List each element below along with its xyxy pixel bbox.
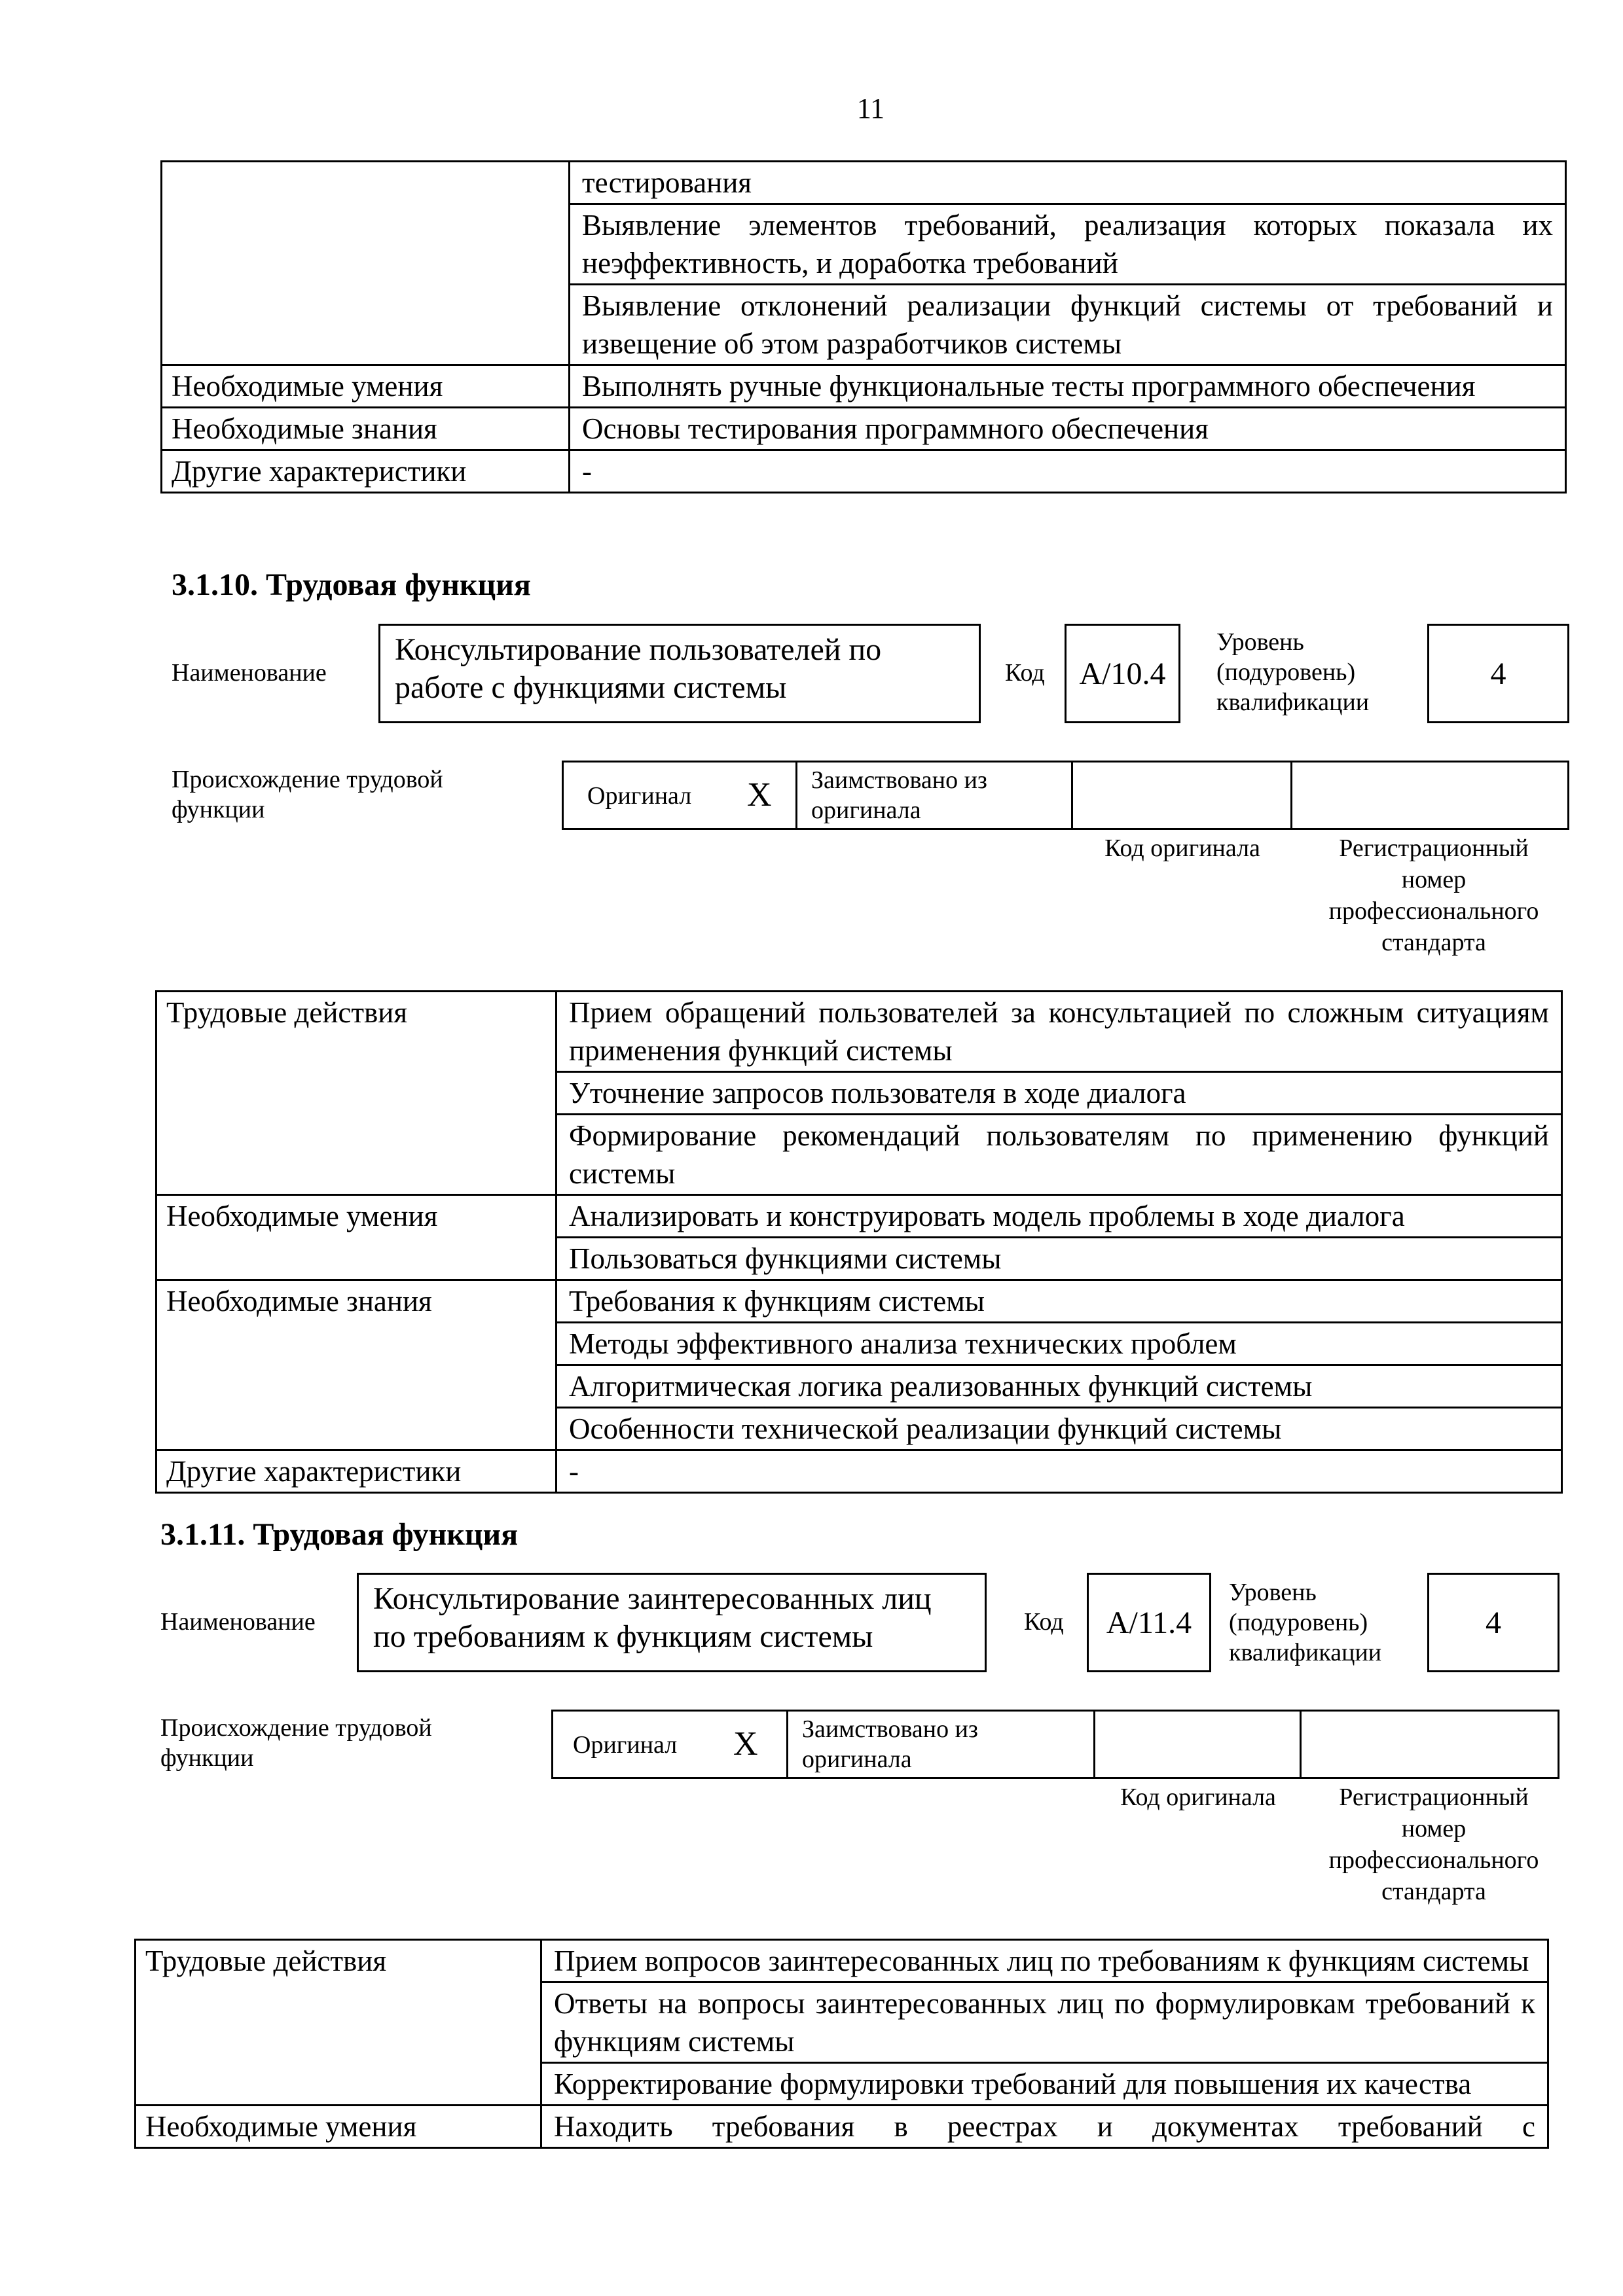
section-title: 3.1.11. Трудовая функция (160, 1517, 519, 1552)
table-row (156, 992, 1562, 1072)
row-label: Трудовые действия (156, 992, 556, 1195)
borrowed-label: Заимствовано из оригинала (811, 766, 987, 824)
table-cell: Выполнять ручные функциональные тесты программного обеспечения (570, 365, 1566, 408)
function-name-box: Консультирование заинтересованных лиц по требованиям к функциям системы (357, 1573, 987, 1672)
code-value: A/11.4 (1106, 1605, 1192, 1640)
table-row (162, 408, 1566, 450)
table-row (162, 365, 1566, 408)
code-label: Код (1024, 1608, 1064, 1636)
table-cell: - (570, 450, 1566, 493)
table-cell: Выявление элементов требований, реализация которых показала их неэффективность, и доработка требований (570, 204, 1566, 285)
table-row (136, 1940, 1548, 1982)
origin-label: Происхождение трудовой функции (172, 766, 443, 823)
table-cell: Методы эффективного анализа технических проблем (556, 1323, 1562, 1365)
table-cell: Основы тестирования программного обеспечения (570, 408, 1566, 450)
table-cell: Выявление отклонений реализации функций системы от требований и извещение об этом разработчиков системы (570, 285, 1566, 365)
table-cell: Находить требования в реестрах и документах требований с (541, 2106, 1548, 2148)
table-row (156, 1195, 1562, 1238)
row-label: Необходимые умения (156, 1195, 556, 1280)
name-label: Наименование (160, 1608, 316, 1636)
table-cell: Ответы на вопросы заинтересованных лиц по формулировкам требований к функциям системы (541, 1982, 1548, 2063)
row-label: Другие характеристики (156, 1450, 556, 1493)
level-value: 4 (1486, 1605, 1501, 1640)
table-cell: тестирования (570, 162, 1566, 204)
table-cell: Формирование рекомендаций пользователям по применению функций системы (556, 1115, 1562, 1195)
level-box (1427, 624, 1569, 723)
level-box (1427, 1573, 1559, 1672)
original-label: Оригинал (573, 1731, 678, 1759)
row-label: Трудовые действия (136, 1940, 541, 2106)
function-name-box: Консультирование пользователей по работе с функциями системы (378, 624, 981, 723)
level-value: 4 (1490, 656, 1506, 691)
divider (786, 1712, 788, 1777)
original-mark: X (733, 1725, 758, 1763)
table-row (162, 162, 1566, 204)
table-cell: Особенности технической реализации функций системы (556, 1408, 1562, 1450)
top-table (160, 160, 1567, 493)
code-box (1065, 624, 1180, 723)
row-label: Другие характеристики (162, 450, 570, 493)
row-label: Необходимые умения (136, 2106, 541, 2148)
code-box (1087, 1573, 1211, 1672)
code-original-caption: Код оригинала (1104, 834, 1260, 862)
page-number: 11 (856, 92, 885, 124)
table-cell: - (556, 1450, 1562, 1493)
reg-number-caption: Регистрационный номер профессионального стандарта (1328, 834, 1539, 956)
row-label: Необходимые знания (162, 408, 570, 450)
divider (795, 762, 797, 828)
function-table-10 (155, 990, 1563, 1494)
code-original-caption: Код оригинала (1120, 1784, 1276, 1811)
origin-label: Происхождение трудовой функции (160, 1714, 432, 1772)
divider (1093, 1712, 1095, 1777)
name-label: Наименование (172, 659, 327, 687)
table-cell: Требования к функциям системы (556, 1280, 1562, 1323)
table-cell: Прием обращений пользователей за консультацией по сложным ситуациям применения функций системы (556, 992, 1562, 1072)
table-cell: Анализировать и конструировать модель проблемы в ходе диалога (556, 1195, 1562, 1238)
table-cell: Алгоритмическая логика реализованных функций системы (556, 1365, 1562, 1408)
table-row (156, 1450, 1562, 1493)
row-label: Необходимые умения (162, 365, 570, 408)
code-label: Код (1005, 659, 1045, 687)
level-label: Уровень (подуровень) квалификации (1229, 1579, 1382, 1666)
origin-box (562, 761, 1569, 830)
table-row (156, 1280, 1562, 1323)
origin-box (551, 1710, 1559, 1779)
original-mark: X (747, 776, 772, 814)
divider (1290, 762, 1292, 828)
level-label: Уровень (подуровень) квалификации (1216, 628, 1370, 716)
table-row (136, 2106, 1548, 2148)
table-cell: Уточнение запросов пользователя в ходе диалога (556, 1072, 1562, 1115)
reg-number-caption: Регистрационный номер профессионального стандарта (1328, 1784, 1539, 1905)
row-label: Необходимые знания (156, 1280, 556, 1450)
function-table-11 (134, 1939, 1549, 2149)
divider (1071, 762, 1073, 828)
section-title: 3.1.10. Трудовая функция (172, 567, 531, 602)
table-cell: Корректирование формулировки требований для повышения их качества (541, 2063, 1548, 2106)
table-cell-empty (162, 162, 570, 365)
code-value: A/10.4 (1079, 656, 1166, 691)
table-cell: Прием вопросов заинтересованных лиц по требованиям к функциям системы (541, 1940, 1548, 1982)
divider (1300, 1712, 1302, 1777)
table-row (162, 450, 1566, 493)
table-cell: Пользоваться функциями системы (556, 1238, 1562, 1280)
borrowed-label: Заимствовано из оригинала (802, 1715, 978, 1773)
original-label: Оригинал (587, 782, 692, 810)
